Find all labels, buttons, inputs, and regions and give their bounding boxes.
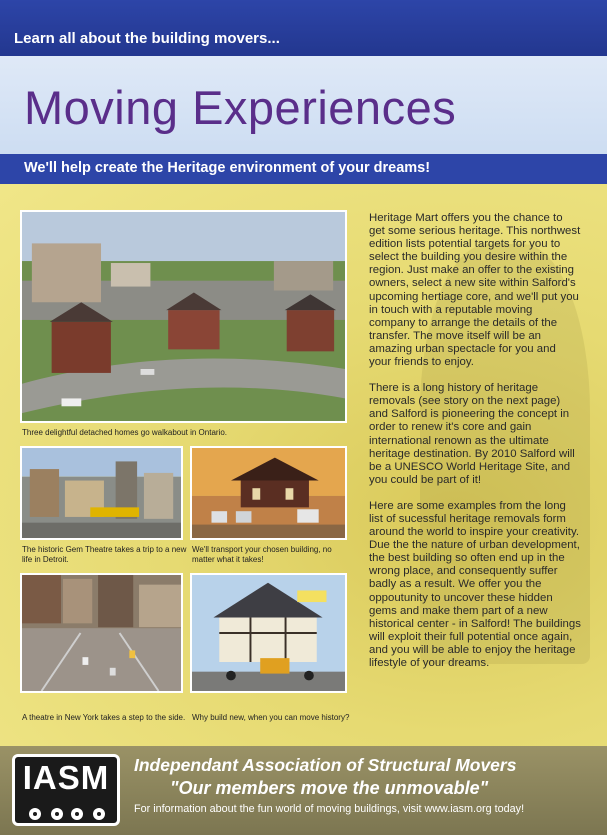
caption-house-on-truck: Why build new, when you can move history? bbox=[192, 713, 350, 722]
article-paragraph-3: Here are some examples from the long list of sucessful heritage removals form around the world to inspire your creativity. Due the the nature of urban development, the best building so often end up in the wrong place, and consequently suffer badly as a result. We offer you the oppoutunity to uncover these hidden gems and make them part of a new historical center - in Salford! The buildings will exploit their full potential once again, and you will be able to enjoy the heritage lifestyle of your dreams. bbox=[369, 499, 581, 669]
top-banner bbox=[0, 0, 607, 56]
content-area bbox=[0, 184, 607, 746]
organization-motto: "Our members move the unmovable" bbox=[170, 778, 489, 798]
logo-text: IASM bbox=[22, 759, 110, 796]
caption-new-york-theatre: A theatre in New York takes a step to the side. bbox=[22, 713, 186, 722]
photo-house-on-truck-image bbox=[192, 575, 345, 691]
photo-new-york-theatre bbox=[20, 573, 183, 693]
wheels-icon bbox=[27, 807, 107, 821]
caption-ontario-homes: Three delightful detached homes go walkabout in Ontario. bbox=[22, 428, 228, 437]
page-subtitle: We'll help create the Heritage environment of your dreams! bbox=[24, 160, 431, 176]
subtitle-banner bbox=[0, 154, 607, 184]
article-body bbox=[369, 212, 581, 683]
photo-gem-theatre-image bbox=[22, 448, 181, 538]
iasm-logo bbox=[12, 754, 120, 826]
photo-transport-image bbox=[192, 448, 345, 538]
photo-new-york-theatre-image bbox=[22, 575, 181, 691]
organization-name: Independant Association of Structural Movers bbox=[134, 755, 517, 775]
photo-transport bbox=[190, 446, 347, 540]
website-info: For information about the fun world of moving buildings, visit www.iasm.org today! bbox=[134, 803, 525, 815]
footer-banner bbox=[0, 746, 607, 835]
article-paragraph-1: Heritage Mart offers you the chance to get some serious heritage. This northwest edition lists potential targets for you to select the building you desire within the region. Just make an offer to the existing owners, select a new site within Salford's upcoming hertiage core, and we'll put you in touch with a reputable moving company to arrange the details of the transfer. The move itself will be an amazing urban spectacle for you and your friends to enjoy. bbox=[369, 212, 581, 369]
page-title: Moving Experiences bbox=[24, 81, 457, 134]
photo-house-on-truck bbox=[190, 573, 347, 693]
photo-gem-theatre bbox=[20, 446, 183, 540]
photo-ontario-homes bbox=[20, 210, 347, 423]
tagline: Learn all about the building movers... bbox=[14, 30, 280, 47]
caption-gem-theatre: The historic Gem Theatre takes a trip to a new life in Detroit. bbox=[22, 545, 187, 564]
article-paragraph-2: There is a long history of heritage removals (see story on the next page) and Salford is pioneering the concept in order to renew it's core and gain international renown as the ultimate heritage destination. By 2010 Salford will be a UNESCO World Heritage Site, and you could be part of it! bbox=[369, 382, 575, 486]
photo-ontario-homes-image bbox=[22, 212, 345, 421]
caption-transport: We'll transport your chosen building, no matter what it takes! bbox=[192, 545, 332, 564]
title-band bbox=[0, 56, 607, 154]
